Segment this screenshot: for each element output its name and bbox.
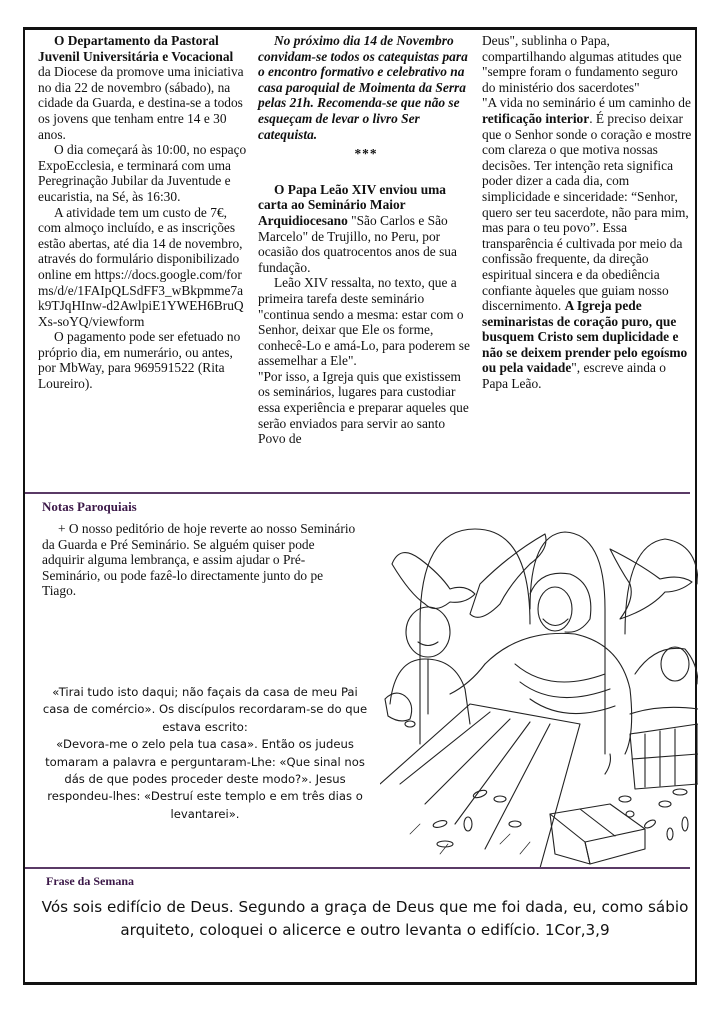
- pope-letter-p4: Deus", sublinha o Papa, compartilhando algumas atitudes que "sempre foram o fundamento seguro do ministério dos sacerdotes": [482, 33, 682, 95]
- parish-notes: [42, 521, 360, 599]
- phrase-heading: Frase da Semana: [46, 874, 134, 888]
- divider-notes: [25, 492, 690, 494]
- pope-letter-p5: "A vida no seminário é um caminho de retificação interior. É preciso deixar que o Senhor sonde o coração e mostre com clareza o que motiva nossas decisões. Ter intenção reta significa poder dizer a cada dia, com simplicidade e sinceridade: “Senhor, quero ser teu sacerdote, não para mim, mas para o teu povo”. Essa transparência é cultivada por meio da confissão frequente, da direção espiritual sincera e da obediência confiante àqueles que guiam nosso discernimento. A Igreja pede seminaristas de coração puro, que busquem Cristo sem duplicidade e não se deixem prender pelo egoísmo ou pela vaidade", escreve ainda o Papa Leão.: [482, 95, 692, 392]
- divider-phrase: [25, 867, 690, 869]
- notes-heading: Notas Paroquiais: [42, 499, 137, 514]
- section-separator: ***: [354, 146, 378, 162]
- pope-letter-emphasis: A Igreja pede seminaristas de coração puro, que busquem Cristo sem duplicidade e não se deixem prender pelo egoísmo ou pela vaidade: [482, 298, 688, 376]
- column-pope-letter-continued: [482, 33, 692, 392]
- gospel-quote-part1: «Tirai tudo isto daqui; não façais da casa de meu Pai casa de comércio». Os discípulos recordaram-se do que estava escrito:: [42, 685, 368, 734]
- column-youth-ministry: [38, 33, 248, 392]
- phrase-of-the-week: Vós sois edifício de Deus. Segundo a graça de Deus que me foi dada, eu, como sábio arquiteto, coloquei o alicerce e outro levanta o edifício. 1Cor,3,9: [41, 898, 689, 939]
- column-catechists-and-pope: [258, 33, 474, 447]
- pope-letter-intro: O Papa Leão XIV enviou uma carta ao Seminário Maior Arquidiocesano "São Carlos e São Marcelo" de Trujillo, no Peru, por ocasião dos quatrocentos anos de sua fundação.: [258, 181, 457, 275]
- registration-link[interactable]: https://docs.google.com/forms/d/e/1FAIpQLSdFF3_wBkpmme7ak9TJqHInw-d2AwlpiE1YWEH6BruQXs-soYQ/viewform: [38, 266, 244, 329]
- catechists-notice: No próximo dia 14 de Novembro convidam-se todos os catequistas para o encontro formativo e celebrativo na casa paroquial de Moimenta da Serra pelas 21h. Recomenda-se que não se esqueçam de levar o livro Ser catequista.: [258, 33, 468, 142]
- parish-note-item: + O nosso peditório de hoje reverte ao nosso Seminário da Guarda e Pré Seminário. Se alguém quiser pode adquirir alguma lembrança, e assim ajudar o Pré-Seminário, ou pode fazê-lo directamente junto do pe Tiago.: [42, 521, 356, 599]
- youth-dept-name: O Departamento da Pastoral Juvenil Universitária e Vocacional: [38, 33, 234, 64]
- gospel-quote-part2: «Devora-me o zelo pela tua casa». Então os judeus tomaram a palavra e perguntaram-Lhe: «Que sinal nos dás de que podes proceder deste modo?». Jesus respondeu-lhes: «Destruí este templo e em três dias o levantarei».: [45, 737, 365, 821]
- youth-event-schedule: O dia começará às 10:00, no espaço ExpoEcclesia, e terminará com uma Peregrinação Jubilar da Juventude e eucaristia, na Sé, às 16:30.: [38, 142, 247, 204]
- pope-letter-p2: Leão XIV ressalta, no texto, que a primeira tarefa deste seminário "continua sendo a mesma: estar com o Senhor, deixar que Ele os forme, conhecê-Lo e amá-Lo, para poderem se assemelhar a Ele".: [258, 275, 470, 369]
- temple-cleansing-illustration: [380, 524, 698, 868]
- youth-event-payment: O pagamento pode ser efetuado no próprio dia, em numerário, ou antes, por MbWay, para 969591522 (Rita Loureiro).: [38, 329, 241, 392]
- pope-letter-headline: O Papa Leão XIV enviou uma carta ao Seminário Maior Arquidiocesano: [258, 181, 446, 228]
- youth-event-intro: O Departamento da Pastoral Juvenil Universitária e Vocacional da Diocese da promove uma iniciativa no dia 22 de novembro (sábado), na cidade da Guarda, e destina-se a todos os jovens que tenham entre 14 e 30 anos.: [38, 33, 244, 142]
- pope-letter-p3: "Por isso, a Igreja quis que existissem os seminários, lugares para custodiar essa experiência e preparar aqueles que serão enviados para servir ao santo Povo de: [258, 368, 469, 447]
- gospel-quote: [40, 684, 370, 823]
- youth-event-cost: A atividade tem um custo de 7€, com almoço incluído, e as inscrições estão abertas, até dia 14 de novembro, através do formulário disponibilizado online em https://docs.google.com/forms/d/e/1FAIpQLSdFF3_wBkpmme7ak9TJqHInw-d2AwlpiE1YWEH6BruQXs-soYQ/viewform: [38, 204, 244, 329]
